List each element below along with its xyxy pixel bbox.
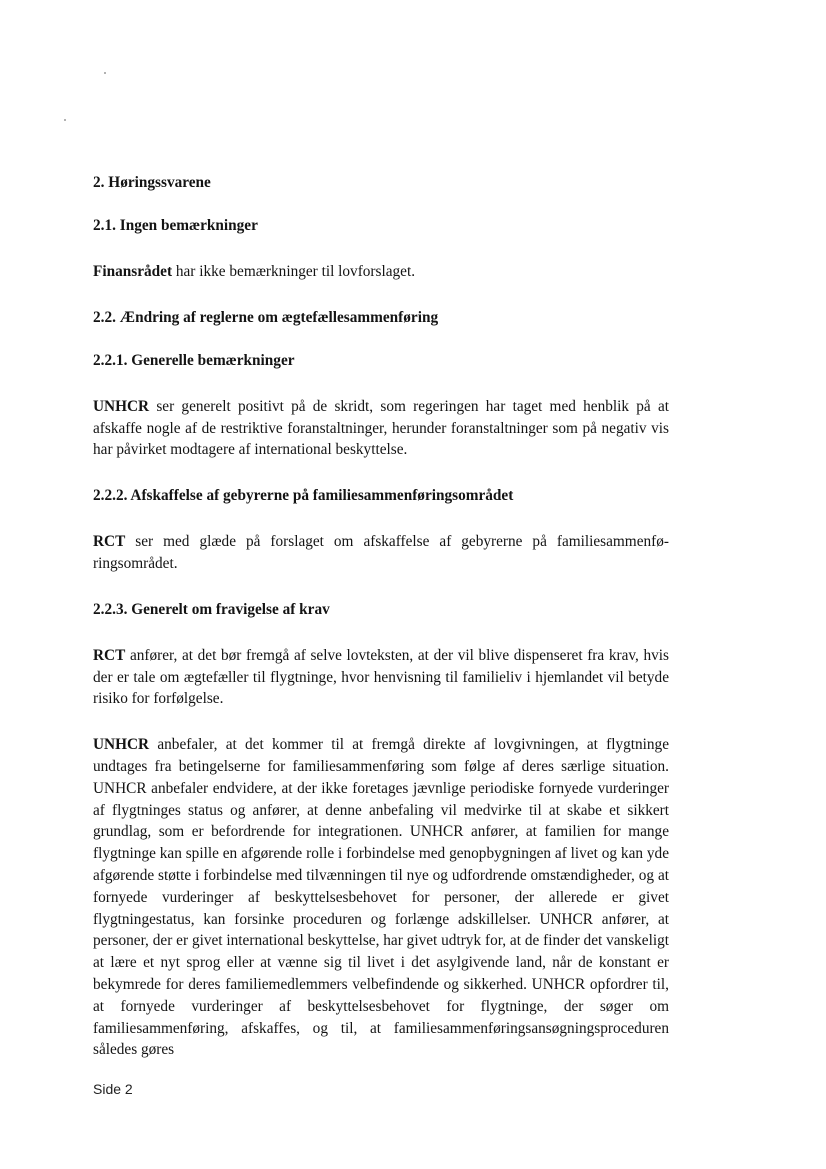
paragraph-unhcr-general bbox=[93, 396, 669, 461]
section-heading-2-2-1: 2.2.1. Generelle bemærkninger bbox=[93, 351, 295, 369]
paragraph-text: anbefaler, at det kommer til at fremgå direkte af lovgivningen, at flygtninge undtages fra betingelserne for familiesammenføring som følge af deres særlige situation. UNHCR anbefaler endvidere, at der ikke foretages jævnlige periodiske fornyede vurderinger af flygtninges status og anfører, at denne anbefaling vil medvirke til at skabe et sikkert grundlag, som er befordrende for integrationen. UNHCR anfører, at familien for mange flygtninge kan spille en afgørende rolle i forbindelse med genopbygningen af livet og kan yde afgørende støtte i forbindelse med tilvænningen til nye og udfordrende omstændigheder, og at fornyede vurderinger af beskyttelsesbehovet for personer, der allerede er givet flygtningestatus, kan forsinke proceduren og forlænge adskillelser. UNHCR anfører, at personer, der er givet international beskyttelse, har givet udtryk for, at de finder det vanskeligt at lære et nyt sprog eller at vænne sig til livet i det asylgivende land, når de konstant er bekymrede for deres familiemedlemmers velbefindende og sikkerhed. UNHCR opfordrer til, at fornyede vurderinger af beskyttelsesbehovet for flygtninge, der søger om familiesammenføring, afskaffes, og til, at familiesammenføringsansøgningsproceduren således gøres bbox=[93, 736, 669, 1059]
paragraph-lead: RCT bbox=[93, 533, 126, 551]
paragraph-lead: UNHCR bbox=[93, 397, 150, 415]
section-heading-2-2: 2.2. Ændring af reglerne om ægtefællesammenføring bbox=[93, 308, 439, 326]
paragraph-unhcr-recommendations bbox=[93, 734, 669, 1061]
section-heading-2: 2. Høringssvarene bbox=[93, 174, 211, 191]
scan-speck bbox=[104, 72, 106, 74]
paragraph-rct-requirements bbox=[93, 645, 669, 710]
page-number-footer: Side 2 bbox=[93, 1081, 133, 1097]
section-heading-2-1: 2.1. Ingen bemærkninger bbox=[93, 217, 258, 234]
section-heading-2-2-2: 2.2.2. Afskaffelse af gebyrerne på familiesammenføringsområdet bbox=[93, 487, 514, 505]
paragraph-finansraadet bbox=[93, 261, 669, 283]
paragraph-lead: RCT bbox=[93, 646, 126, 664]
paragraph-lead: Finansrådet bbox=[93, 263, 173, 280]
paragraph-text: har ikke bemærkninger til lovforslaget. bbox=[172, 263, 416, 280]
paragraph-lead: UNHCR bbox=[93, 736, 150, 754]
scan-speck bbox=[64, 119, 66, 121]
section-heading-2-2-3: 2.2.3. Generelt om fravigelse af krav bbox=[93, 600, 330, 618]
paragraph-text: ser med glæde på forslaget om afskaffelse af gebyrerne på familiesammenføringsområdet. bbox=[93, 533, 669, 572]
document-page bbox=[93, 172, 669, 1061]
paragraph-text: anfører, at det bør fremgå af selve lovteksten, at der vil blive dispenseret fra krav, hvis der er tale om ægtefæller til flygtninge, hvor henvisning til familieliv i hjemlandet vil betyde risiko for forfølgelse. bbox=[93, 646, 669, 708]
paragraph-rct-fees bbox=[93, 531, 669, 575]
paragraph-text: ser generelt positivt på de skridt, som regeringen har taget med henblik på at afskaffe nogle af de restriktive foranstaltninger, herunder foranstaltninger som på negativ vis har påvirket modtagere af international beskyttelse. bbox=[93, 397, 669, 459]
